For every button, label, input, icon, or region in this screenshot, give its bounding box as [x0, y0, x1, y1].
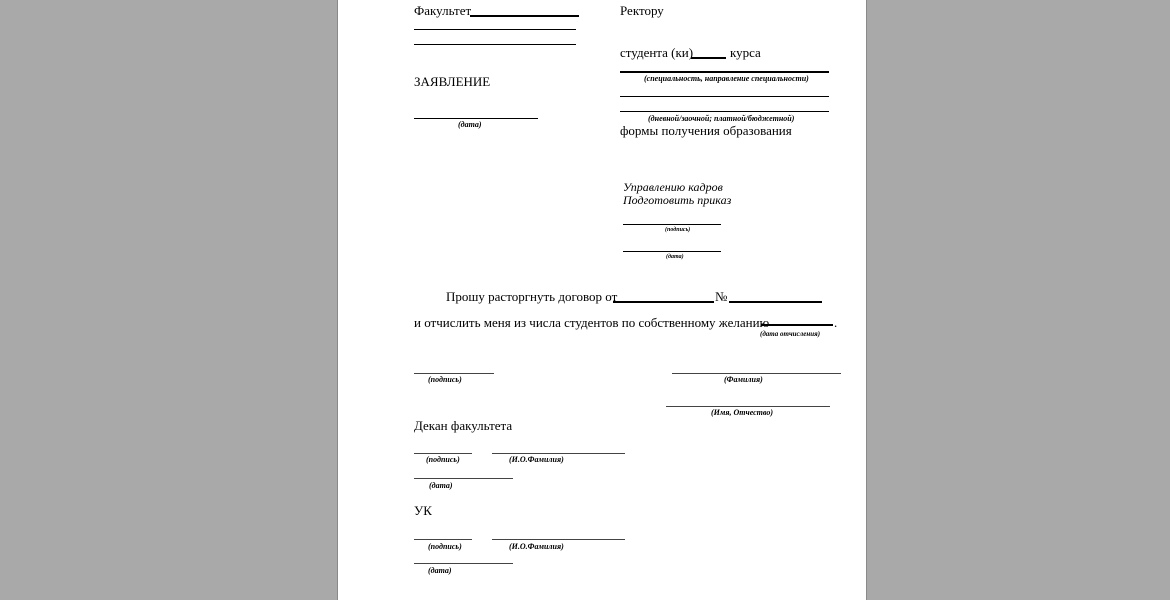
request-text: Прошу расторгнуть договор от [446, 289, 618, 304]
specialty-caption: (специальность, направление специальности) [644, 74, 809, 83]
resolution-sign-caption: (подпись) [665, 227, 691, 233]
resolution-line-2: Подготовить приказ [623, 193, 732, 207]
document-title: ЗАЯВЛЕНИЕ [414, 74, 491, 89]
resolution-sign-line [623, 224, 721, 225]
date-line [414, 118, 538, 119]
dean-date-line [414, 478, 513, 479]
number-sign: № [715, 289, 728, 304]
contract-date-line [613, 301, 714, 303]
surname-caption: (Фамилия) [724, 375, 763, 384]
request-text-line-2: и отчислить меня из числа студентов по собственному желанию [414, 315, 770, 330]
uk-title: УК [414, 503, 432, 518]
dean-title: Декан факультета [414, 418, 513, 433]
dean-sign-line [414, 453, 472, 454]
resolution-line-1: Управлению кадров [623, 180, 723, 194]
surname-line [672, 373, 841, 374]
specialty-line-2 [620, 96, 829, 97]
expulsion-date-line [761, 324, 833, 326]
resolution-date-line [623, 251, 721, 252]
uk-name-caption: (И.О.Фамилия) [509, 542, 564, 551]
dean-sign-caption: (подпись) [426, 455, 460, 464]
dean-name-caption: (И.О.Фамилия) [509, 455, 564, 464]
resolution-date-caption: (дата) [666, 254, 684, 260]
uk-sign-line [414, 539, 472, 540]
request-text-end: . [834, 315, 838, 330]
uk-name-line [492, 539, 625, 540]
uk-date-caption: (дата) [428, 566, 452, 575]
specialty-line [620, 71, 829, 73]
education-form-label: формы получения образования [620, 123, 792, 138]
course-line [691, 57, 726, 59]
student-sign-caption: (подпись) [428, 375, 462, 384]
course-label: курса [730, 45, 761, 60]
student-label: студента (ки) [620, 45, 694, 60]
student-sign-line [414, 373, 494, 374]
contract-number-line [729, 301, 822, 303]
faculty-line [470, 15, 579, 17]
date-caption: (дата) [458, 120, 482, 129]
faculty-label: Факультет [414, 3, 472, 18]
uk-date-line [414, 563, 513, 564]
dean-date-caption: (дата) [429, 481, 453, 490]
name-line [666, 406, 830, 407]
uk-sign-caption: (подпись) [428, 542, 462, 551]
expulsion-date-caption: (дата отчисления) [760, 330, 821, 338]
document-page [337, 0, 867, 600]
form-line [620, 111, 829, 112]
faculty-line-2 [414, 29, 576, 30]
faculty-line-3 [414, 44, 576, 45]
dean-name-line [492, 453, 625, 454]
rector-label: Ректору [620, 3, 664, 18]
form-caption: (дневной/заочной; платной/бюджетной) [648, 114, 795, 123]
name-caption: (Имя, Отчество) [711, 408, 774, 417]
